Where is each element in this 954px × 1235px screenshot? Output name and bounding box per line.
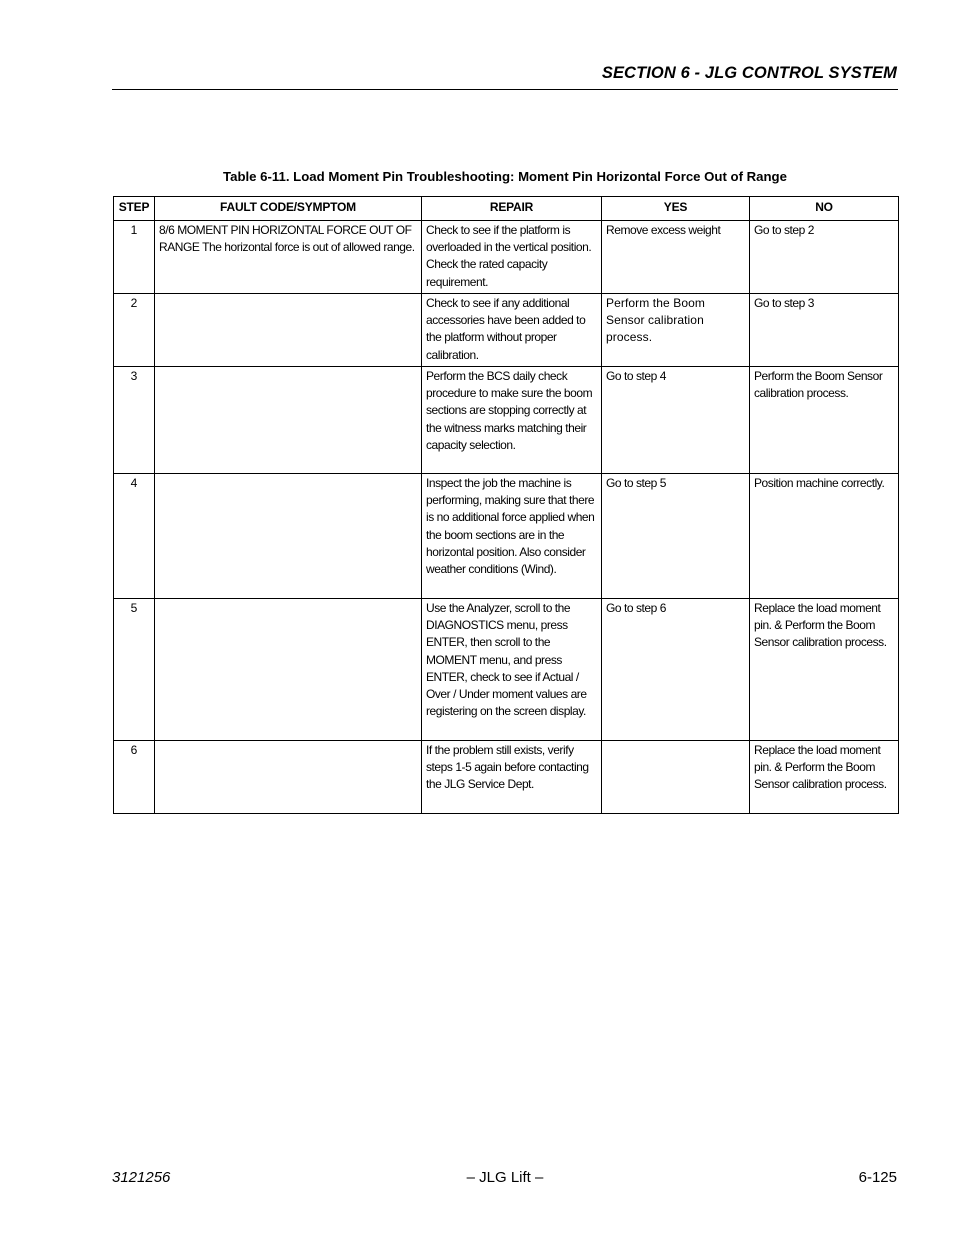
fault-cell (155, 294, 422, 367)
step-cell: 1 (114, 221, 155, 294)
table-row (114, 599, 899, 741)
repair-cell: Use the Analyzer, scroll to the DIAGNOSTICS menu, press ENTER, then scroll to the MOMENT menu, and press ENTER, check to see if Actual / Over / Under moment values are registering on the screen display. (422, 599, 602, 741)
table-row (114, 474, 899, 599)
publisher-footer: – JLG Lift – (466, 1169, 544, 1186)
table-row (114, 367, 899, 474)
yes-cell: Go to step 5 (602, 474, 750, 599)
fault-cell (155, 599, 422, 741)
repair-cell: Perform the BCS daily check procedure to make sure the boom sections are stopping correctly at the witness marks matching their capacity selection. (422, 367, 602, 474)
no-cell: Replace the load moment pin. & Perform the Boom Sensor calibration process. (750, 599, 899, 741)
yes-cell: Go to step 4 (602, 367, 750, 474)
yes-cell: Go to step 6 (602, 599, 750, 741)
column-header-yes: YES (602, 197, 750, 221)
document-number: 3121256 (112, 1169, 171, 1186)
table-row (114, 294, 899, 367)
repair-cell: Check to see if any additional accessories have been added to the platform without proper calibration. (422, 294, 602, 367)
no-cell: Perform the Boom Sensor calibration process. (750, 367, 899, 474)
column-header-fault: FAULT CODE/SYMPTOM (155, 197, 422, 221)
repair-cell: Inspect the job the machine is performing, making sure that there is no additional force applied when the boom sections are in the horizontal position. Also consider weather conditions (Wind). (422, 474, 602, 599)
table-row (114, 221, 899, 294)
column-header-repair: REPAIR (422, 197, 602, 221)
table-row (114, 741, 899, 814)
repair-cell: If the problem still exists, verify steps 1-5 again before contacting the JLG Service Dept. (422, 741, 602, 814)
troubleshooting-table (113, 196, 899, 814)
repair-cell: Check to see if the platform is overloaded in the vertical position. Check the rated capacity requirement. (422, 221, 602, 294)
table-header-row (114, 197, 899, 221)
step-cell: 4 (114, 474, 155, 599)
no-cell: Go to step 3 (750, 294, 899, 367)
column-header-step: STEP (114, 197, 155, 221)
fault-cell (155, 367, 422, 474)
step-cell: 6 (114, 741, 155, 814)
no-cell: Position machine correctly. (750, 474, 899, 599)
no-cell: Replace the load moment pin. & Perform the Boom Sensor calibration process. (750, 741, 899, 814)
step-cell: 5 (114, 599, 155, 741)
table-title: Table 6-11. Load Moment Pin Troubleshooting: Moment Pin Horizontal Force Out of Range (223, 169, 787, 184)
no-cell: Go to step 2 (750, 221, 899, 294)
fault-cell (155, 474, 422, 599)
yes-cell (602, 741, 750, 814)
page-number: 6-125 (858, 1169, 897, 1186)
section-title: SECTION 6 - JLG CONTROL SYSTEM (601, 64, 897, 82)
yes-cell: Perform the Boom Sensor calibration process. (602, 294, 750, 367)
yes-cell: Remove excess weight (602, 221, 750, 294)
column-header-no: NO (750, 197, 899, 221)
header-rule (112, 89, 898, 90)
step-cell: 2 (114, 294, 155, 367)
fault-cell: 8/6 MOMENT PIN HORIZONTAL FORCE OUT OF RANGE The horizontal force is out of allowed range. (155, 221, 422, 294)
step-cell: 3 (114, 367, 155, 474)
fault-cell (155, 741, 422, 814)
